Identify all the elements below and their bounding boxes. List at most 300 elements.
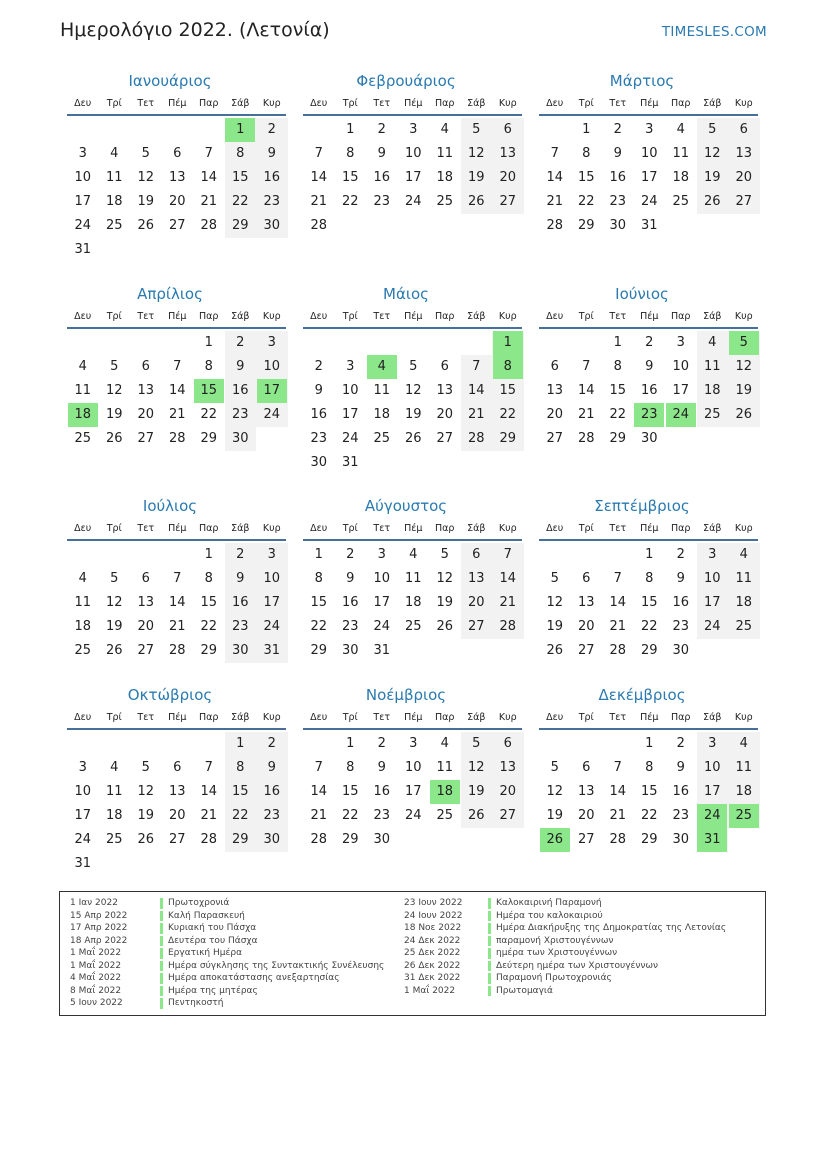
day-cell: 2 xyxy=(377,122,386,137)
day-cell: 9 xyxy=(346,571,355,586)
weekday-label: Παρ xyxy=(199,523,219,534)
weekday-label: Τετ xyxy=(373,311,391,322)
day-cell: 4 xyxy=(110,760,119,775)
day-cell: 27 xyxy=(168,832,186,847)
day-cell: 18 xyxy=(74,619,92,634)
day-cell: 7 xyxy=(173,571,182,586)
day-cell: 1 xyxy=(613,335,622,350)
day-cell: 25 xyxy=(105,832,123,847)
weekday-label: Τετ xyxy=(609,311,627,322)
day-cell: 8 xyxy=(645,571,654,586)
month-header-rule xyxy=(303,539,522,541)
day-cell: 22 xyxy=(200,407,218,422)
weekday-label: Δευ xyxy=(310,98,328,109)
holiday-day-cell: 18 xyxy=(68,403,98,427)
day-cell: 11 xyxy=(105,170,123,185)
holiday-color-marker xyxy=(160,911,163,922)
holiday-day-cell: 24 xyxy=(697,804,727,828)
day-cell: 27 xyxy=(546,431,564,446)
day-cell: 23 xyxy=(609,194,627,209)
day-cell: 1 xyxy=(346,122,355,137)
holiday-day-cell: 4 xyxy=(367,355,397,379)
day-cell: 19 xyxy=(404,407,422,422)
day-cell: 23 xyxy=(231,407,249,422)
weekday-label: Τρί xyxy=(342,712,358,723)
day-cell: 13 xyxy=(436,383,454,398)
day-cell: 7 xyxy=(613,571,622,586)
day-cell: 18 xyxy=(105,194,123,209)
day-cell: 9 xyxy=(236,571,245,586)
day-cell: 11 xyxy=(735,760,753,775)
day-cell: 15 xyxy=(341,170,359,185)
legend-date: 25 Δεκ 2022 xyxy=(404,948,461,958)
day-cell: 4 xyxy=(440,122,449,137)
day-cell: 10 xyxy=(703,571,721,586)
holiday-day-cell: 17 xyxy=(257,379,287,403)
day-cell: 31 xyxy=(640,218,658,233)
day-cell: 25 xyxy=(735,619,753,634)
day-cell: 15 xyxy=(200,595,218,610)
day-cell: 14 xyxy=(168,595,186,610)
day-cell: 8 xyxy=(645,760,654,775)
day-cell: 11 xyxy=(404,571,422,586)
day-cell: 7 xyxy=(582,359,591,374)
day-cell: 2 xyxy=(314,359,323,374)
day-cell: 12 xyxy=(703,146,721,161)
holiday-color-marker xyxy=(488,973,491,984)
day-cell: 29 xyxy=(231,218,249,233)
day-cell: 8 xyxy=(346,146,355,161)
weekday-label: Τετ xyxy=(373,98,391,109)
weekday-label: Τρί xyxy=(578,98,594,109)
day-cell: 16 xyxy=(310,407,328,422)
day-cell: 16 xyxy=(609,170,627,185)
day-cell: 27 xyxy=(499,808,517,823)
day-cell: 20 xyxy=(137,407,155,422)
day-cell: 20 xyxy=(546,407,564,422)
day-cell: 23 xyxy=(263,194,281,209)
day-cell: 7 xyxy=(204,760,213,775)
day-cell: 30 xyxy=(310,455,328,470)
day-cell: 15 xyxy=(231,170,249,185)
weekday-label: Πέμ xyxy=(168,311,187,322)
day-cell: 18 xyxy=(436,170,454,185)
day-cell: 27 xyxy=(168,218,186,233)
day-cell: 30 xyxy=(672,643,690,658)
holiday-day-cell: 5 xyxy=(729,331,759,355)
day-cell: 22 xyxy=(231,808,249,823)
day-cell: 9 xyxy=(377,760,386,775)
day-cell: 23 xyxy=(373,194,391,209)
day-cell: 13 xyxy=(137,383,155,398)
day-cell: 19 xyxy=(467,170,485,185)
day-cell: 22 xyxy=(310,619,328,634)
day-cell: 17 xyxy=(672,383,690,398)
weekday-label: Σάβ xyxy=(703,523,722,534)
day-cell: 24 xyxy=(703,619,721,634)
holiday-day-cell: 1 xyxy=(493,331,523,355)
weekday-label: Τρί xyxy=(106,523,122,534)
weekday-label: Σάβ xyxy=(231,311,250,322)
weekday-label: Παρ xyxy=(199,712,219,723)
day-cell: 9 xyxy=(676,760,685,775)
month-header-rule xyxy=(303,327,522,329)
day-cell: 23 xyxy=(672,619,690,634)
day-cell: 22 xyxy=(609,407,627,422)
month-name: Φεβρουάριος xyxy=(356,72,456,90)
day-cell: 11 xyxy=(74,383,92,398)
day-cell: 6 xyxy=(173,146,182,161)
month-name: Μάιος xyxy=(383,285,429,303)
day-cell: 17 xyxy=(74,808,92,823)
weekday-label: Δευ xyxy=(546,712,564,723)
weekday-label: Πέμ xyxy=(168,523,187,534)
weekday-label: Παρ xyxy=(435,712,455,723)
day-cell: 12 xyxy=(467,146,485,161)
holiday-legend xyxy=(59,891,766,1016)
holiday-color-marker xyxy=(160,986,163,997)
day-cell: 5 xyxy=(472,122,481,137)
month-header-rule xyxy=(539,539,758,541)
weekday-label: Σάβ xyxy=(467,98,486,109)
day-cell: 3 xyxy=(708,547,717,562)
day-cell: 27 xyxy=(735,194,753,209)
day-cell: 7 xyxy=(173,359,182,374)
day-cell: 29 xyxy=(577,218,595,233)
weekday-label: Κυρ xyxy=(262,311,281,322)
day-cell: 29 xyxy=(640,832,658,847)
day-cell: 12 xyxy=(137,170,155,185)
day-cell: 15 xyxy=(499,383,517,398)
day-cell: 30 xyxy=(640,431,658,446)
day-cell: 28 xyxy=(467,431,485,446)
weekday-label: Πέμ xyxy=(404,712,423,723)
day-cell: 3 xyxy=(346,359,355,374)
legend-holiday-name: Κυριακή του Πάσχα xyxy=(168,923,257,933)
day-cell: 4 xyxy=(409,547,418,562)
day-cell: 1 xyxy=(346,736,355,751)
day-cell: 12 xyxy=(105,383,123,398)
weekday-label: Πέμ xyxy=(640,98,659,109)
day-cell: 27 xyxy=(577,832,595,847)
legend-date: 31 Δεκ 2022 xyxy=(404,973,461,983)
legend-holiday-name: Ημέρα του καλοκαιριού xyxy=(496,910,603,921)
day-cell: 13 xyxy=(499,760,517,775)
day-cell: 10 xyxy=(640,146,658,161)
day-cell: 30 xyxy=(609,218,627,233)
day-cell: 22 xyxy=(200,619,218,634)
day-cell: 4 xyxy=(708,335,717,350)
day-cell: 3 xyxy=(377,547,386,562)
day-cell: 6 xyxy=(503,736,512,751)
legend-date: 5 Ιουν 2022 xyxy=(70,998,123,1008)
day-cell: 8 xyxy=(236,146,245,161)
day-cell: 28 xyxy=(499,619,517,634)
day-cell: 6 xyxy=(503,122,512,137)
day-cell: 1 xyxy=(236,736,245,751)
day-cell: 10 xyxy=(404,146,422,161)
day-cell: 11 xyxy=(105,784,123,799)
weekday-label: Κυρ xyxy=(262,712,281,723)
weekday-label: Πέμ xyxy=(640,311,659,322)
day-cell: 21 xyxy=(168,407,186,422)
day-cell: 22 xyxy=(640,619,658,634)
day-cell: 15 xyxy=(577,170,595,185)
day-cell: 25 xyxy=(404,619,422,634)
day-cell: 22 xyxy=(499,407,517,422)
legend-date: 1 Μαΐ 2022 xyxy=(404,985,456,996)
day-cell: 11 xyxy=(436,146,454,161)
weekday-label: Πέμ xyxy=(640,523,659,534)
day-cell: 14 xyxy=(168,383,186,398)
day-cell: 21 xyxy=(499,595,517,610)
day-cell: 20 xyxy=(137,619,155,634)
day-cell: 27 xyxy=(137,431,155,446)
day-cell: 15 xyxy=(640,784,658,799)
legend-date: 18 Νοε 2022 xyxy=(404,923,462,933)
day-cell: 9 xyxy=(267,146,276,161)
day-cell: 26 xyxy=(404,431,422,446)
day-cell: 21 xyxy=(168,619,186,634)
weekday-label: Τετ xyxy=(609,712,627,723)
day-cell: 16 xyxy=(672,595,690,610)
day-cell: 6 xyxy=(582,571,591,586)
site-link[interactable]: TIMESLES.COM xyxy=(661,24,767,40)
day-cell: 25 xyxy=(436,194,454,209)
day-cell: 24 xyxy=(74,218,92,233)
day-cell: 19 xyxy=(137,808,155,823)
legend-holiday-name: Ημέρα της μητέρας xyxy=(168,985,258,996)
day-cell: 1 xyxy=(645,736,654,751)
legend-holiday-name: Δεύτερη ημέρα των Χριστουγέννων xyxy=(496,960,659,971)
day-cell: 16 xyxy=(231,595,249,610)
weekday-label: Δευ xyxy=(74,712,92,723)
day-cell: 21 xyxy=(310,194,328,209)
day-cell: 8 xyxy=(236,760,245,775)
day-cell: 30 xyxy=(231,431,249,446)
day-cell: 28 xyxy=(168,431,186,446)
month-header-rule xyxy=(539,327,758,329)
day-cell: 24 xyxy=(341,431,359,446)
day-cell: 26 xyxy=(105,431,123,446)
month-name: Ιούλιος xyxy=(142,497,198,515)
holiday-day-cell: 1 xyxy=(225,118,255,142)
day-cell: 10 xyxy=(341,383,359,398)
legend-date: 1 Μαΐ 2022 xyxy=(70,960,122,971)
day-cell: 3 xyxy=(676,335,685,350)
day-cell: 1 xyxy=(204,335,213,350)
page-title: Ημερολόγιο 2022. (Λετονία) xyxy=(60,19,330,41)
day-cell: 4 xyxy=(739,736,748,751)
day-cell: 22 xyxy=(341,194,359,209)
day-cell: 7 xyxy=(550,146,559,161)
legend-holiday-name: Ημέρα σύγκλησης της Συντακτικής Συνέλευσης xyxy=(168,960,385,971)
weekday-label: Κυρ xyxy=(734,98,753,109)
day-cell: 24 xyxy=(263,619,281,634)
day-cell: 18 xyxy=(373,407,391,422)
day-cell: 13 xyxy=(467,571,485,586)
day-cell: 20 xyxy=(499,784,517,799)
day-cell: 31 xyxy=(263,643,281,658)
day-cell: 19 xyxy=(105,407,123,422)
day-cell: 30 xyxy=(231,643,249,658)
day-cell: 10 xyxy=(373,571,391,586)
day-cell: 7 xyxy=(613,760,622,775)
holiday-day-cell: 18 xyxy=(430,780,460,804)
weekday-label: Κυρ xyxy=(498,311,517,322)
weekday-label: Παρ xyxy=(671,523,691,534)
weekday-label: Σάβ xyxy=(467,712,486,723)
weekday-label: Πέμ xyxy=(168,98,187,109)
day-cell: 12 xyxy=(105,595,123,610)
weekday-label: Κυρ xyxy=(498,98,517,109)
day-cell: 23 xyxy=(263,808,281,823)
holiday-color-marker xyxy=(488,986,491,997)
weekday-label: Τρί xyxy=(342,311,358,322)
day-cell: 26 xyxy=(436,619,454,634)
holiday-color-marker xyxy=(160,973,163,984)
day-cell: 23 xyxy=(231,619,249,634)
day-cell: 2 xyxy=(676,547,685,562)
day-cell: 13 xyxy=(137,595,155,610)
day-cell: 21 xyxy=(310,808,328,823)
day-cell: 2 xyxy=(613,122,622,137)
day-cell: 28 xyxy=(200,218,218,233)
day-cell: 30 xyxy=(373,832,391,847)
legend-date: 15 Απρ 2022 xyxy=(70,910,128,921)
day-cell: 29 xyxy=(640,643,658,658)
day-cell: 2 xyxy=(267,736,276,751)
day-cell: 15 xyxy=(231,784,249,799)
day-cell: 13 xyxy=(735,146,753,161)
weekday-label: Δευ xyxy=(546,98,564,109)
day-cell: 12 xyxy=(735,359,753,374)
day-cell: 23 xyxy=(341,619,359,634)
day-cell: 29 xyxy=(200,643,218,658)
day-cell: 1 xyxy=(645,547,654,562)
day-cell: 18 xyxy=(735,784,753,799)
day-cell: 11 xyxy=(735,571,753,586)
weekday-label: Παρ xyxy=(671,98,691,109)
day-cell: 25 xyxy=(74,643,92,658)
day-cell: 27 xyxy=(467,619,485,634)
day-cell: 21 xyxy=(609,619,627,634)
day-cell: 26 xyxy=(467,194,485,209)
day-cell: 26 xyxy=(467,808,485,823)
day-cell: 28 xyxy=(546,218,564,233)
day-cell: 21 xyxy=(577,407,595,422)
month-name: Οκτώβριος xyxy=(127,686,213,704)
day-cell: 4 xyxy=(739,547,748,562)
weekday-label: Πέμ xyxy=(168,712,187,723)
day-cell: 25 xyxy=(672,194,690,209)
day-cell: 22 xyxy=(341,808,359,823)
day-cell: 15 xyxy=(310,595,328,610)
day-cell: 14 xyxy=(546,170,564,185)
legend-holiday-name: ημέρα των Χριστουγέννων xyxy=(496,948,618,958)
day-cell: 30 xyxy=(672,832,690,847)
month-header-rule xyxy=(67,114,286,116)
day-cell: 25 xyxy=(74,431,92,446)
day-cell: 15 xyxy=(640,595,658,610)
day-cell: 24 xyxy=(404,194,422,209)
weekday-label: Κυρ xyxy=(734,523,753,534)
day-cell: 30 xyxy=(263,832,281,847)
month-name: Νοέμβριος xyxy=(365,686,447,704)
day-cell: 21 xyxy=(467,407,485,422)
day-cell: 6 xyxy=(141,359,150,374)
day-cell: 6 xyxy=(582,760,591,775)
holiday-day-cell: 31 xyxy=(697,828,727,852)
day-cell: 26 xyxy=(703,194,721,209)
day-cell: 20 xyxy=(168,194,186,209)
legend-holiday-name: Εργατική Ημέρα xyxy=(168,948,242,958)
day-cell: 6 xyxy=(472,547,481,562)
day-cell: 20 xyxy=(577,619,595,634)
day-cell: 28 xyxy=(310,832,328,847)
day-cell: 2 xyxy=(377,736,386,751)
day-cell: 10 xyxy=(672,359,690,374)
day-cell: 5 xyxy=(550,760,559,775)
day-cell: 24 xyxy=(373,619,391,634)
month-name: Ιανουάριος xyxy=(128,72,212,90)
day-cell: 16 xyxy=(263,784,281,799)
weekday-label: Σάβ xyxy=(467,311,486,322)
day-cell: 17 xyxy=(74,194,92,209)
day-cell: 9 xyxy=(377,146,386,161)
legend-date: 24 Ιουν 2022 xyxy=(404,910,463,921)
weekday-label: Τετ xyxy=(137,311,155,322)
day-cell: 4 xyxy=(78,359,87,374)
day-cell: 27 xyxy=(499,194,517,209)
day-cell: 1 xyxy=(314,547,323,562)
weekday-label: Τετ xyxy=(137,523,155,534)
weekday-label: Κυρ xyxy=(734,712,753,723)
day-cell: 18 xyxy=(735,595,753,610)
day-cell: 20 xyxy=(168,808,186,823)
day-cell: 7 xyxy=(503,547,512,562)
day-cell: 15 xyxy=(341,784,359,799)
day-cell: 1 xyxy=(582,122,591,137)
day-cell: 31 xyxy=(74,242,92,257)
weekday-label: Δευ xyxy=(546,311,564,322)
day-cell: 2 xyxy=(645,335,654,350)
month-header-rule xyxy=(539,114,758,116)
weekday-label: Τετ xyxy=(137,712,155,723)
legend-holiday-name: Πρωτοχρονιά xyxy=(168,898,230,908)
day-cell: 25 xyxy=(105,218,123,233)
holiday-color-marker xyxy=(488,911,491,922)
weekday-label: Τρί xyxy=(106,98,122,109)
day-cell: 20 xyxy=(735,170,753,185)
weekday-label: Τετ xyxy=(373,523,391,534)
legend-date: 17 Απρ 2022 xyxy=(70,923,128,933)
day-cell: 11 xyxy=(436,760,454,775)
day-cell: 19 xyxy=(735,383,753,398)
weekday-label: Τρί xyxy=(342,523,358,534)
legend-holiday-name: Παραμονή Πρωτοχρονιάς xyxy=(496,973,612,983)
weekday-label: Πέμ xyxy=(404,523,423,534)
holiday-color-marker xyxy=(160,898,163,909)
weekday-label: Δευ xyxy=(74,311,92,322)
weekday-label: Πέμ xyxy=(640,712,659,723)
day-cell: 23 xyxy=(310,431,328,446)
day-cell: 23 xyxy=(672,808,690,823)
day-cell: 28 xyxy=(609,832,627,847)
day-cell: 2 xyxy=(676,736,685,751)
day-cell: 12 xyxy=(436,571,454,586)
day-cell: 3 xyxy=(267,335,276,350)
